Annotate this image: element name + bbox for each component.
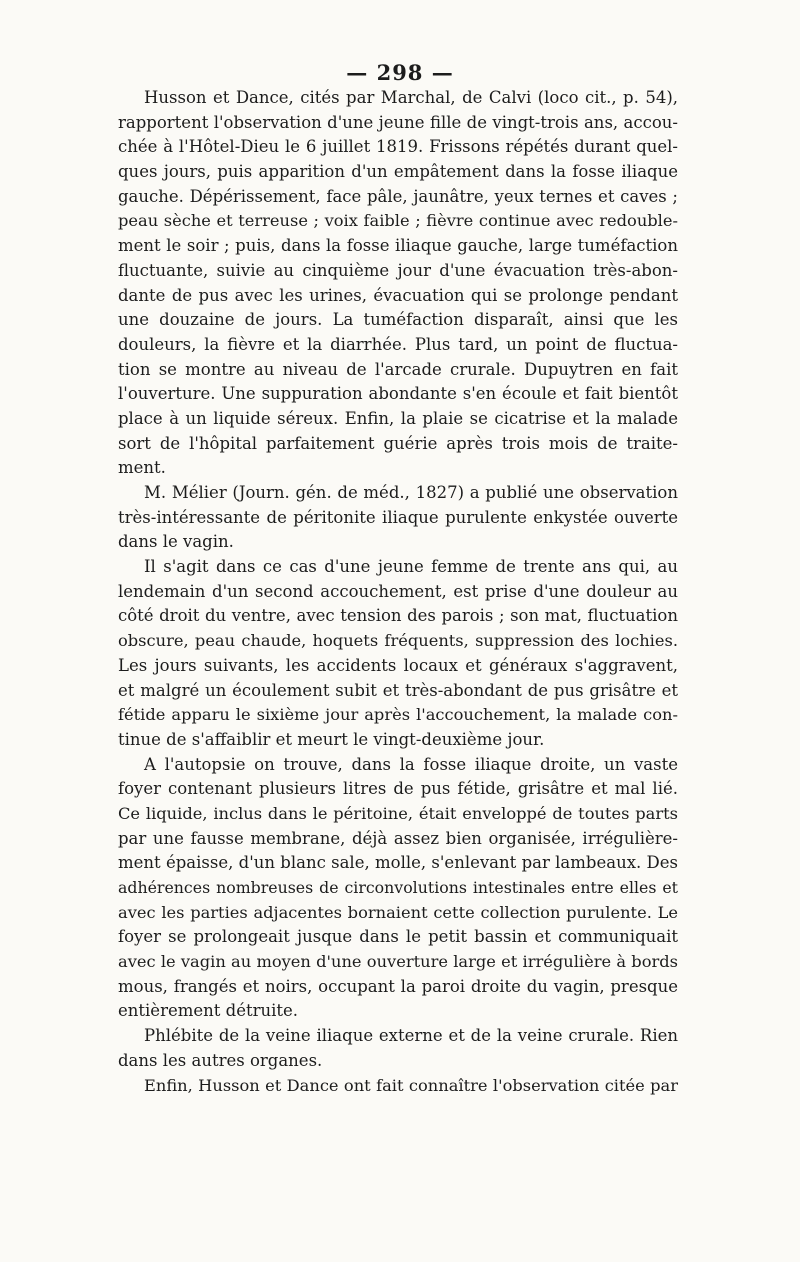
text-line: foyer contenant plusieurs litres de pus fétide, grisâtre et mal lié.	[118, 779, 678, 799]
text-line: l'ouverture. Une suppuration abondante s'en écoule et fait bientôt	[118, 384, 678, 404]
text-line: Ce liquide, inclus dans le péritoine, était enveloppé de toutes parts	[118, 803, 678, 823]
text-line: ques jours, puis apparition d'un empâtement dans la fosse iliaque	[118, 162, 678, 182]
text-line: mous, frangés et noirs, occupant la paroi droite du vagin, presque	[118, 976, 678, 996]
text-line: très-intéressante de péritonite iliaque purulente enkystée ouverte	[118, 507, 678, 527]
text-line: obscure, peau chaude, hoquets fréquents, suppression des lochies.	[118, 631, 678, 651]
text-line: tinue de s'affaiblir et meurt le vingt-deuxième jour.	[118, 729, 545, 749]
text-line: M. Mélier (Journ. gén. de méd., 1827) a publié une observation	[144, 483, 678, 502]
text-line: dante de pus avec les urines, évacuation qui se prolonge pendant	[118, 285, 678, 305]
text-line: une douzaine de jours. La tuméfaction disparaît, ainsi que les	[118, 310, 678, 330]
text-line: fluctuante, suivie au cinquième jour d'une évacuation très-abon-	[118, 260, 678, 280]
text-line: peau sèche et terreuse ; voix faible ; fièvre continue avec redouble-	[118, 211, 678, 231]
text-line: entièrement détruite.	[118, 1001, 299, 1021]
text-line: place à un liquide séreux. Enfin, la plaie se cicatrise et la malade	[118, 408, 678, 428]
text-line: Phlébite de la veine iliaque externe et de la veine crurale. Rien	[144, 1026, 678, 1046]
text-line: lendemain d'un second accouchement, est prise d'une douleur au	[118, 581, 678, 601]
text-line: avec les parties adjacentes bornaient cette collection purulente. Le	[118, 902, 678, 922]
text-line: côté droit du ventre, avec tension des parois ; son mat, fluctuation	[118, 606, 678, 626]
text-line: tion se montre au niveau de l'arcade crurale. Dupuytren en fait	[118, 359, 678, 379]
text-line: foyer se prolongeait jusque dans le petit bassin et communiquait	[118, 927, 678, 947]
body-text	[118, 86, 678, 1098]
text-line: Les jours suivants, les accidents locaux et généraux s'aggravent,	[118, 655, 678, 675]
text-line: adhérences nombreuses de circonvolutions intestinales entre elles et	[118, 878, 678, 897]
text-line: sort de l'hôpital parfaitement guérie après trois mois de traite-	[118, 433, 678, 453]
text-line: dans les autres organes.	[118, 1050, 323, 1070]
text-line: Enfin, Husson et Dance ont fait connaître l'observation citée par	[144, 1075, 678, 1095]
text-line: A l'autopsie on trouve, dans la fosse iliaque droite, un vaste	[144, 754, 678, 774]
text-line: ment épaisse, d'un blanc sale, molle, s'enlevant par lambeaux. Des	[118, 853, 678, 873]
text-line: avec le vagin au moyen d'une ouverture large et irrégulière à bords	[118, 952, 678, 972]
text-line: ment le soir ; puis, dans la fosse iliaque gauche, large tuméfaction	[118, 236, 678, 256]
text-line: Husson et Dance, cités par Marchal, de Calvi (loco cit., p. 54),	[144, 88, 678, 107]
text-line: douleurs, la fièvre et la diarrhée. Plus tard, un point de fluctua-	[118, 334, 678, 354]
text-line: rapportent l'observation d'une jeune fille de vingt-trois ans, accou-	[118, 112, 678, 132]
text-line: ment.	[118, 458, 166, 478]
page-number: — 298 —	[346, 60, 454, 85]
text-line: dans le vagin.	[118, 532, 234, 552]
text-line: Il s'agit dans ce cas d'une jeune femme de trente ans qui, au	[144, 557, 678, 577]
text-line: chée à l'Hôtel-Dieu le 6 juillet 1819. Frissons répétés durant quel-	[118, 137, 678, 157]
text-line: et malgré un écoulement subit et très-abondant de pus grisâtre et	[118, 680, 678, 700]
text-line: fétide apparu le sixième jour après l'accouchement, la malade con-	[118, 705, 678, 725]
text-line: par une fausse membrane, déjà assez bien organisée, irrégulière-	[118, 828, 678, 848]
text-line: gauche. Dépérissement, face pâle, jaunâtre, yeux ternes et caves ;	[118, 186, 678, 206]
